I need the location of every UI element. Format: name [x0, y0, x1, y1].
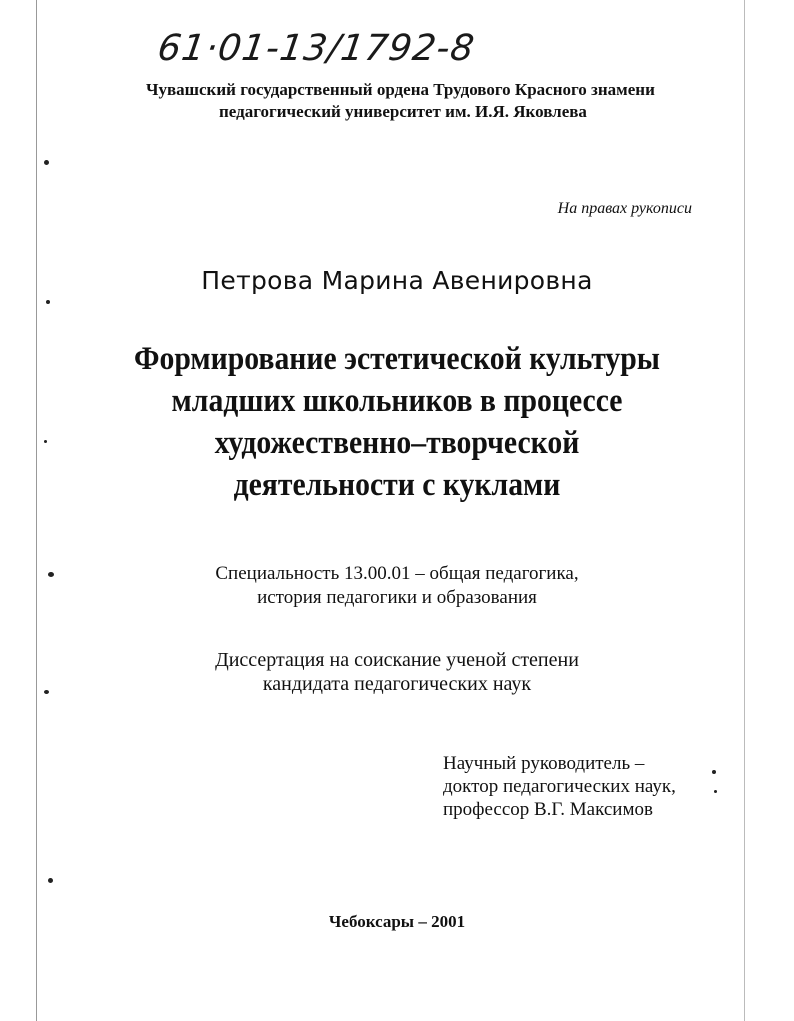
title-line: младших школьников в процессе: [171, 383, 623, 419]
author-name: Петрова Марина Авенировна: [201, 266, 593, 295]
scan-speck: [46, 300, 50, 304]
scan-edge-left: [36, 0, 37, 1021]
supervisor-line: доктор педагогических наук,: [443, 776, 676, 797]
scan-edge-right: [744, 0, 745, 1021]
archive-code-handwritten: 61·01-13/1792-8: [155, 28, 478, 69]
specialty-line: история педагогики и образования: [257, 587, 537, 608]
scan-speck: [712, 770, 716, 774]
scan-speck: [714, 790, 717, 793]
title-line: Формирование эстетической культуры: [134, 341, 660, 377]
city-year: Чебоксары – 2001: [328, 912, 466, 931]
manuscript-rights-note: На правах рукописи: [557, 200, 692, 217]
title-line: деятельности с куклами: [233, 467, 561, 503]
scan-speck: [48, 878, 53, 883]
specialty-block: [0, 562, 794, 610]
scan-speck: [44, 160, 49, 165]
institution-line-2: педагогический университет им. И.Я. Яковлева: [219, 102, 587, 121]
supervisor-line: Научный руководитель –: [443, 753, 645, 774]
degree-line: кандидата педагогических наук: [262, 673, 532, 695]
dissertation-title: [0, 338, 794, 506]
specialty-line: Специальность 13.00.01 – общая педагогика,: [215, 563, 579, 584]
title-line: художественно–творческой: [214, 425, 580, 461]
degree-line: Диссертация на соискание ученой степени: [215, 649, 579, 671]
supervisor-block: [443, 752, 676, 821]
supervisor-line: профессор В.Г. Максимов: [443, 799, 653, 820]
institution-line-1: Чувашский государственный ордена Трудового Красного знамени: [146, 80, 655, 99]
degree-block: [0, 648, 794, 696]
